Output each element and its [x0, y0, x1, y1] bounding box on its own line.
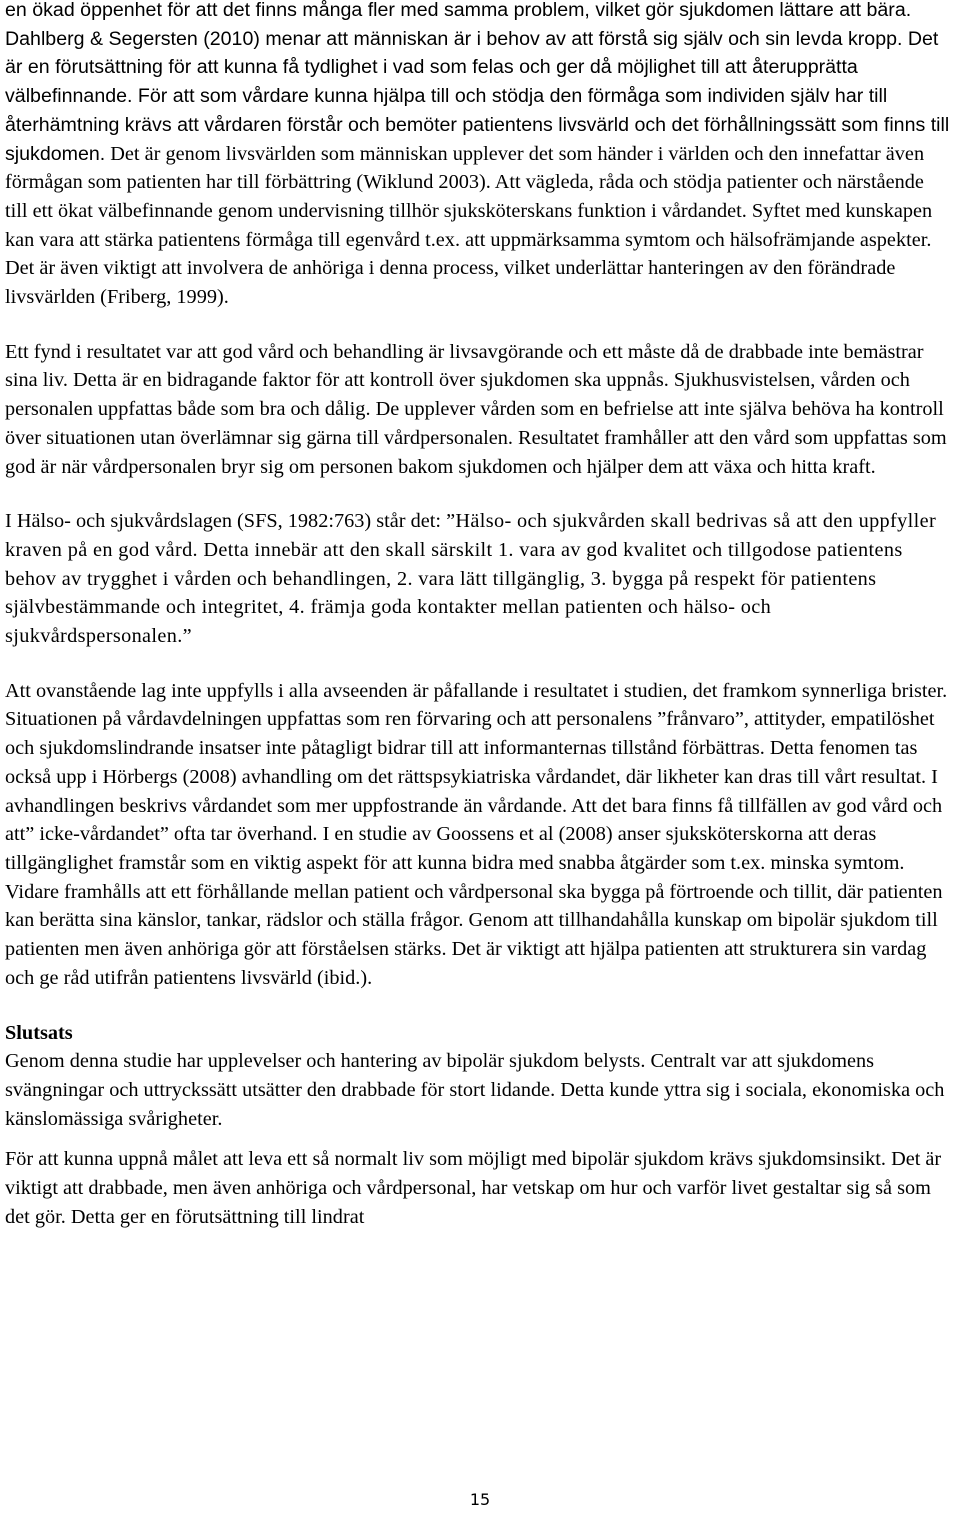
paragraph-6: För att kunna uppnå målet att leva ett så normalt liv som möjligt med bipolär sjukdom krävs sjukdomsinsikt. Det är viktigt att drabbade, men även anhöriga och vårdpersonal, har vetskap om hur och varför livet gestaltar sig så som det gör. Detta ger en förutsättning till lindrat [5, 1148, 942, 1228]
section-heading-slutsats: Slutsats [5, 1021, 73, 1044]
paragraph-5: Genom denna studie har upplevelser och hantering av bipolär sjukdom belysts. Centralt var att sjukdomens svängningar och uttryckssätt utsätter den drabbade för stort lidande. Detta kunde yttra sig i sociala, ekonomiska och känslomässiga svårigheter. [5, 1050, 945, 1130]
paragraph-1-part-b: Det är genom livsvärlden som människan upplever det som händer i världen och den innefattar även förmågan som patienten har till förbättring (Wiklund 2003). Att vägleda, råda och stödja patienter och närstående till ett ökat välbefinnande genom undervisning tillhör sjuksköterskans funktion i vårdandet. Syftet med kunskapen kan vara att stärka patientens förmåga till egenvård t.ex. att uppmärksamma symtom och hälsofrämjande aspekter. Det är även viktigt att involvera de anhöriga i denna process, vilket underlättar hanteringen av den förändrade livsvärlden (Friberg, 1999). [5, 142, 933, 309]
law-quote: ”Hälso- och sjukvården skall bedrivas så att den uppfyller kraven på en god vård. Detta innebär att den skall särskilt 1. vara av god kvalitet och tillgodose patientens behov av trygghet i vården och behandlingen, 2. vara lätt tillgänglig, 3. bygga på respekt för patientens självbestämmande och integritet, 4. främja goda kontakter mellan patienten och hälso- och sjukvårdspersonalen.” [5, 510, 937, 648]
paragraph-1-part-a: en ökad öppenhet för att det finns många fler med samma problem, vilket gör sjukdomen lättare att bära. Dahlberg & Segersten (2010) menar att människan är i behov av att förstå sig själv och sin levda kropp. Det är en förutsättning för att kunna få tydlighet i vad som felas och ger då möjlighet till att återupprätta välbefinnande. För att som vårdare kunna hjälpa till och stödja den förmåga som individen själv har till återhämtning krävs att vårdaren förstår och bemöter patientens livsvärld och det förhållningssätt som finns till sjukdomen. [5, 0, 950, 165]
paragraph-4: Att ovanstående lag inte uppfylls i alla avseenden är påfallande i resultatet i studien, det framkom synnerliga brister. Situationen på vårdavdelningen uppfattas som ren förvaring och att personalens ”frånvaro”, attityder, empatilöshet och sjukdomslindrande insatser inte påtagligt bidrar till att informanternas tillstånd förbättras. Detta fenomen tas också upp i Hörbergs (2008) avhandling om det rättspsykiatriska vårdandet, där likheter kan dras till vårt resultat. I avhandlingen beskrivs vårdandet som mer uppfostrande än vårdande. Att det bara finns få tillfällen av god vård och att” icke-vårdandet” ofta tar överhand. I en studie av Goossens et al (2008) anser sjuksköterskorna att deras tillgänglighet framstår som en viktig aspekt för att kunna bidra med snabba åtgärder som t.ex. minska symtom. Vidare framhålls att ett förhållande mellan patient och vårdpersonal ska bygga på förtroende och tillit, där patienten kan berätta sina känslor, tankar, rädslor och ställa frågor. Genom att tillhandahålla kunskap om bipolär sjukdom till patienten men även anhöriga gör att förståelsen stärks. Det är viktigt att hjälpa patienten att strukturera sin vardag och ge råd utifrån patientens livsvärld (ibid.). [5, 679, 948, 989]
paragraph-2: Ett fynd i resultatet var att god vård och behandling är livsavgörande och ett måste då de drabbade inte bemästrar sina liv. Detta är en bidragande faktor för att kontroll över sjukdomen ska uppnås. Sjukhusvistelsen, vården och personalen uppfattas både som bra och dålig. De upplever vården som en befrielse att inte själva behöva ha kontroll över situationen utan överlämnar sig gärna till vårdpersonalen. Resultatet framhåller att den vård som uppfattas som god är när vårdpersonalen bryr sig om personen bakom sjukdomen och hjälper dem att växa och hitta kraft. [5, 340, 947, 478]
document-page [5, 0, 951, 1231]
paragraph-3 [5, 507, 951, 651]
paragraph-3-intro: I Hälso- och sjukvårdslagen (SFS, 1982:763) står det: [5, 510, 447, 533]
paragraph-1 [5, 0, 951, 312]
page-number: 15 [469, 1490, 491, 1509]
